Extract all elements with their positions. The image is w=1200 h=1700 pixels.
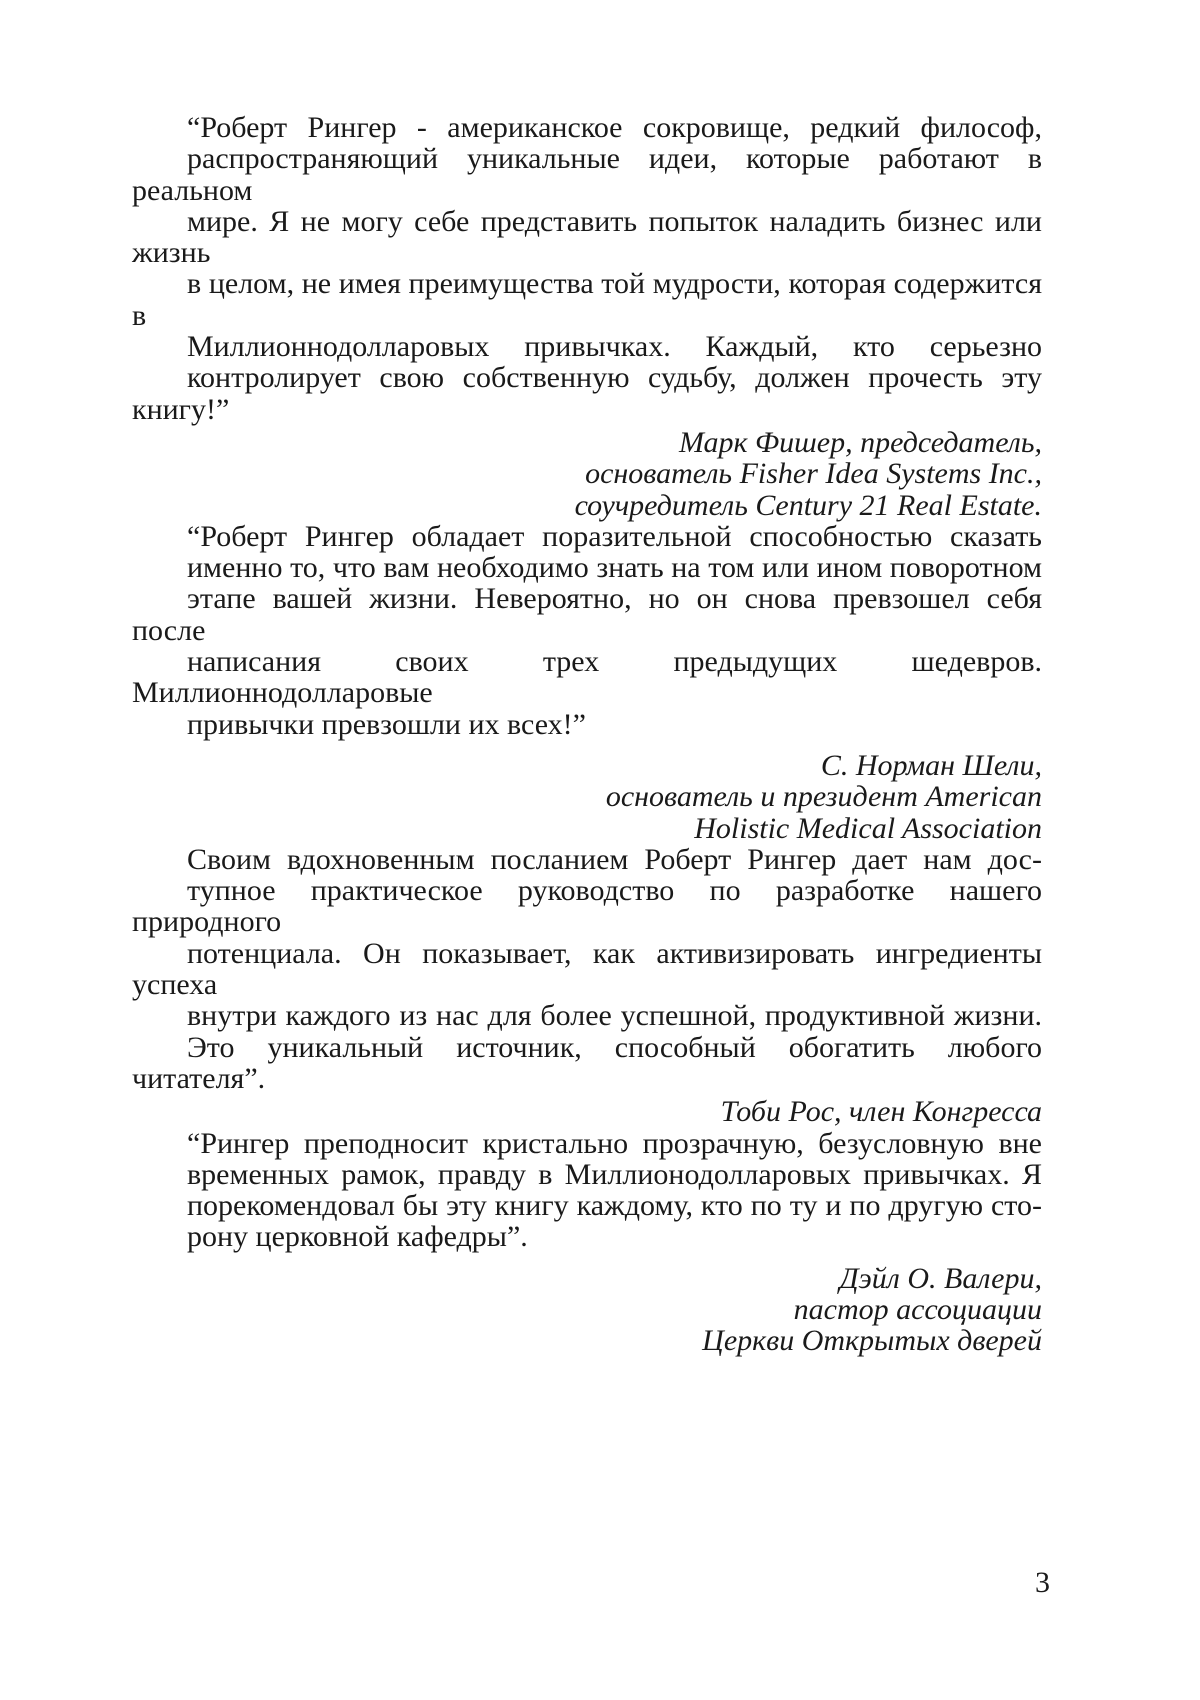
quote-attribution bbox=[132, 1263, 1042, 1357]
quote-line: порекомендовал бы эту книгу каждому, кто по ту и по другую сто- bbox=[187, 1189, 1042, 1223]
attribution-line: пастор ассоциации bbox=[793, 1292, 1042, 1326]
quote-paragraph bbox=[132, 112, 1042, 425]
quote-attribution bbox=[132, 1096, 1042, 1127]
attribution-line: Holistic Medical Association bbox=[694, 811, 1042, 845]
quote-line: именно то, что вам необходимо знать на том или ином поворотном bbox=[187, 551, 1042, 585]
attribution-line: Дэйл О. Валери, bbox=[839, 1261, 1042, 1295]
attribution-line: Тоби Рос, член Конгресса bbox=[720, 1095, 1042, 1129]
attribution-line: соучредитель Century 21 Real Estate. bbox=[574, 488, 1042, 522]
quote-line: распространяющий уникальные идеи, которые работают в реальном bbox=[132, 142, 1042, 207]
page-number: 3 bbox=[1035, 1566, 1050, 1599]
quote-line: временных рамок, правду в Миллионодолларовых привычках. Я bbox=[187, 1157, 1042, 1191]
attribution-line: основатель Fisher Idea Systems Inc., bbox=[585, 457, 1042, 491]
attribution-line: Церкви Открытых дверей bbox=[702, 1324, 1042, 1358]
quote-paragraph bbox=[132, 1128, 1042, 1253]
quote-paragraph bbox=[132, 521, 1042, 740]
quote-line: в целом, не имея преимущества той мудрости, которая содержится в bbox=[132, 267, 1042, 332]
quote-line: Своим вдохновенным посланием Роберт Рингер дает нам дос- bbox=[187, 842, 1042, 876]
quote-line: внутри каждого из нас для более успешной, продуктивной жизни. bbox=[187, 999, 1042, 1033]
quote-attribution bbox=[132, 427, 1042, 521]
quote-line: мире. Я не могу себе представить попыток наладить бизнес или жизнь bbox=[132, 204, 1042, 270]
quote-line: Миллионнодолларовых привычках. Каждый, кто серьезно bbox=[187, 330, 1042, 364]
attribution-line: Марк Фишер, председатель, bbox=[678, 425, 1042, 459]
quote-line: “Рингер преподносит кристально прозрачную, безусловную вне bbox=[187, 1126, 1042, 1160]
attribution-line: С. Норман Шели, bbox=[820, 748, 1042, 782]
endorsements bbox=[132, 112, 1042, 1357]
quote-line: рону церковной кафедры”. bbox=[187, 1220, 528, 1254]
quote-line: привычки превзошли их всех!” bbox=[187, 707, 586, 741]
quote-line: “Роберт Рингер - американское сокровище, редкий философ, bbox=[187, 111, 1042, 144]
quote-line: этапе вашей жизни. Невероятно, но он снова превзошел себя после bbox=[132, 582, 1042, 647]
quote-line: тупное практическое руководство по разработке нашего природного bbox=[132, 874, 1042, 939]
quote-line: Это уникальный источник, способный обогатить любого читателя”. bbox=[132, 1030, 1042, 1095]
quote-paragraph bbox=[132, 844, 1042, 1094]
quote-line: написания своих трех предыдущих шедевров. Миллионнодолларовые bbox=[132, 645, 1042, 710]
quote-attribution bbox=[132, 750, 1042, 844]
quote-line: потенциала. Он показывает, как активизировать ингредиенты успеха bbox=[132, 936, 1042, 1002]
quote-line: контролирует свою собственную судьбу, должен прочесть эту книгу!” bbox=[132, 361, 1042, 426]
quote-line: “Роберт Рингер обладает поразительной способностью сказать bbox=[187, 519, 1042, 553]
attribution-line: основатель и президент American bbox=[605, 780, 1042, 814]
